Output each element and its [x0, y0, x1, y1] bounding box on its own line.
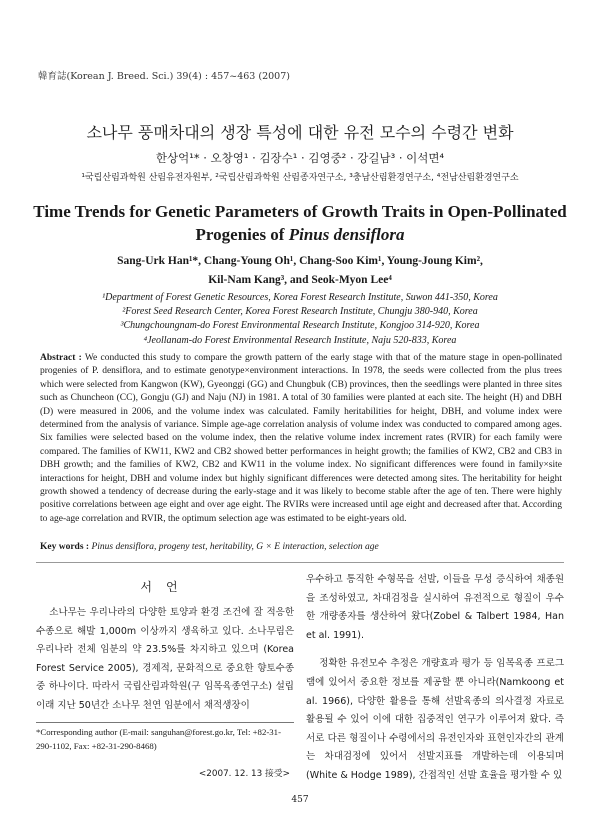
- english-title-prefix: Progenies of: [195, 225, 289, 244]
- english-title: [20, 200, 580, 246]
- right-paragraph-2: 정확한 유전모수 추정은 개량효과 평가 등 임목육종 프로그램에 있어서 중요한 정보를 제공할 뿐 아니라(Namkoong et al. 1966), 다양한 활용을 통해 선발육종의 의사결정 자료로 활용될 수 있어 이에 대한 집중적인 연구가 이루어져 왔다. 즉 서로 다른 형질이나 수령에서의 유전인자와 표현인자간의 관계는 차대검정에 있어서 선발지표를 개발하는데 이용되며 (White & Hodge 1989), 간접적인 선발 효율을 평가할 수 있: [306, 658, 564, 781]
- corresponding-author-footnote: *Corresponding author (E-mail: sanguhan@forest.go.kr, Tel: +82-31-290-1102, Fax: +82-31-290-8468): [36, 727, 281, 751]
- korean-title: 소나무 풍매차대의 생장 특성에 대한 유전 모수의 수령간 변화: [86, 123, 514, 142]
- page-number: 457: [291, 795, 309, 805]
- affiliation-3: ³Chungchoungnam-do Forest Environmental Research Institute, Kongjoo 314-920, Korea: [120, 320, 480, 332]
- affiliation-2: ²Forest Seed Research Center, Korea Forest Research Institute, Chungju 380-940, Korea: [122, 306, 478, 318]
- footnote-divider: [36, 722, 294, 723]
- left-column-paragraph: 소나무는 우리나라의 다양한 토양과 환경 조건에 잘 적응한 수종으로 해발 1,000m 이상까지 생육하고 있다. 소나무림은 우리나라 전체 임분의 약 23.5%를 차지하고 있으며 (Korea Forest Service 2005), 경제적, 문화적으로 중요한 향토수종 중 하나이다. 따라서 국립산림과학원(구 임목육종연구소) 설립 이래 지난 50년간 소나무 천연 임분에서 채적생장이: [36, 607, 294, 711]
- affiliation-1: ¹Department of Forest Genetic Resources, Korea Forest Research Institute, Suwon 441-350, Korea: [102, 292, 498, 303]
- received-date: <2007. 12. 13 接受>: [198, 769, 290, 779]
- english-authors-line2: Kil-Nam Kang³, and Seok-Myon Lee⁴: [208, 274, 392, 286]
- keywords-text: Pinus densiflora, progeny test, heritability, G × E interaction, selection age: [91, 542, 379, 552]
- abstract: [40, 352, 562, 526]
- keywords: [40, 542, 562, 552]
- english-authors-line1: Sang-Urk Han¹*, Chang-Young Oh¹, Chang-Soo Kim¹, Young-Joung Kim²,: [117, 255, 483, 267]
- english-affiliations: [0, 291, 600, 348]
- right-column: [306, 571, 564, 786]
- english-title-line2: [20, 223, 580, 246]
- section-heading: 서언: [140, 580, 192, 594]
- korean-affiliations: ¹국립산림과학원 산림유전자원부, ²국립산림과학원 산림종자연구소, ³충남산림환경연구소, ⁴전남산림환경연구소: [81, 173, 519, 183]
- english-authors: [20, 252, 580, 290]
- species-name: Pinus densiflora: [288, 225, 405, 244]
- abstract-text: We conducted this study to compare the growth pattern of the early stage with that of the mature stage in open-pollinated progenies of P. densiflora, and to estimate genotype×environment interactions. In 1978, the seeds were collected from the plus trees which were selected from Kangwon (KW), Gyeonggi (GG) and Chungbuk (CB) provinces, then the seedlings were planted in three sites such as Chuncheon (CC), Gongju (GJ) and Naju (NJ) in 1981. A total of 30 families were planted at each site. The height (H) and DBH (D) were measured in 2006, and the volume index was calculated. Family heritabilities for height, DBH, and volume index were determined from the analysis of variance. Simple age-age correlation analysis of volume index was conducted to compared among ages. Six families were selected based on the volume index, then the relative volume index increment rates (RVIR) for each family were compared. The families of KW11, KW2 and CB2 showed better performances in height growth; the families of KW2, CB2 and CB3 in DBH growth; and the families of KW2, CB2 and KW11 in the volume index. No significant differences were found in family×site interactions for height, DBH and volume index but highly significant differences were detected among sites. The heritability for height growth showed a tendency of decrease during the early-stage and it was likely to become stable after the age of ten. There were highly positive correlations between age eight and over age eight. The RVIRs were increased until age eight and decreased after that. According to age-age correlation and RVIR, the optimum selection age was estimated to be eight-years old.: [40, 353, 562, 524]
- abstract-label: Abstract :: [40, 353, 82, 363]
- divider: [36, 562, 564, 563]
- affiliation-4: ⁴Jeollanam-do Forest Environmental Research Institute, Naju 520-833, Korea: [143, 334, 457, 346]
- keywords-label: Key words :: [40, 542, 90, 552]
- english-title-line1: Time Trends for Genetic Parameters of Growth Traits in Open-Pollinated: [33, 202, 567, 221]
- right-paragraph-1: 우수하고 통직한 수형목을 선발, 이들을 무성 증식하여 채종원을 조성하였고, 차대검정을 실시하여 유전적으로 형질이 우수한 개량종자를 생산하여 왔다(Zobel & Talbert 1984, Han et al. 1991).: [306, 574, 564, 641]
- journal-citation: 韓育誌(Korean J. Breed. Sci.) 39(4) : 457~463 (2007): [38, 71, 290, 82]
- korean-authors: 한상억¹* · 오창영¹ · 김장수¹ · 김영중² · 강길남³ · 이석면⁴: [155, 151, 445, 165]
